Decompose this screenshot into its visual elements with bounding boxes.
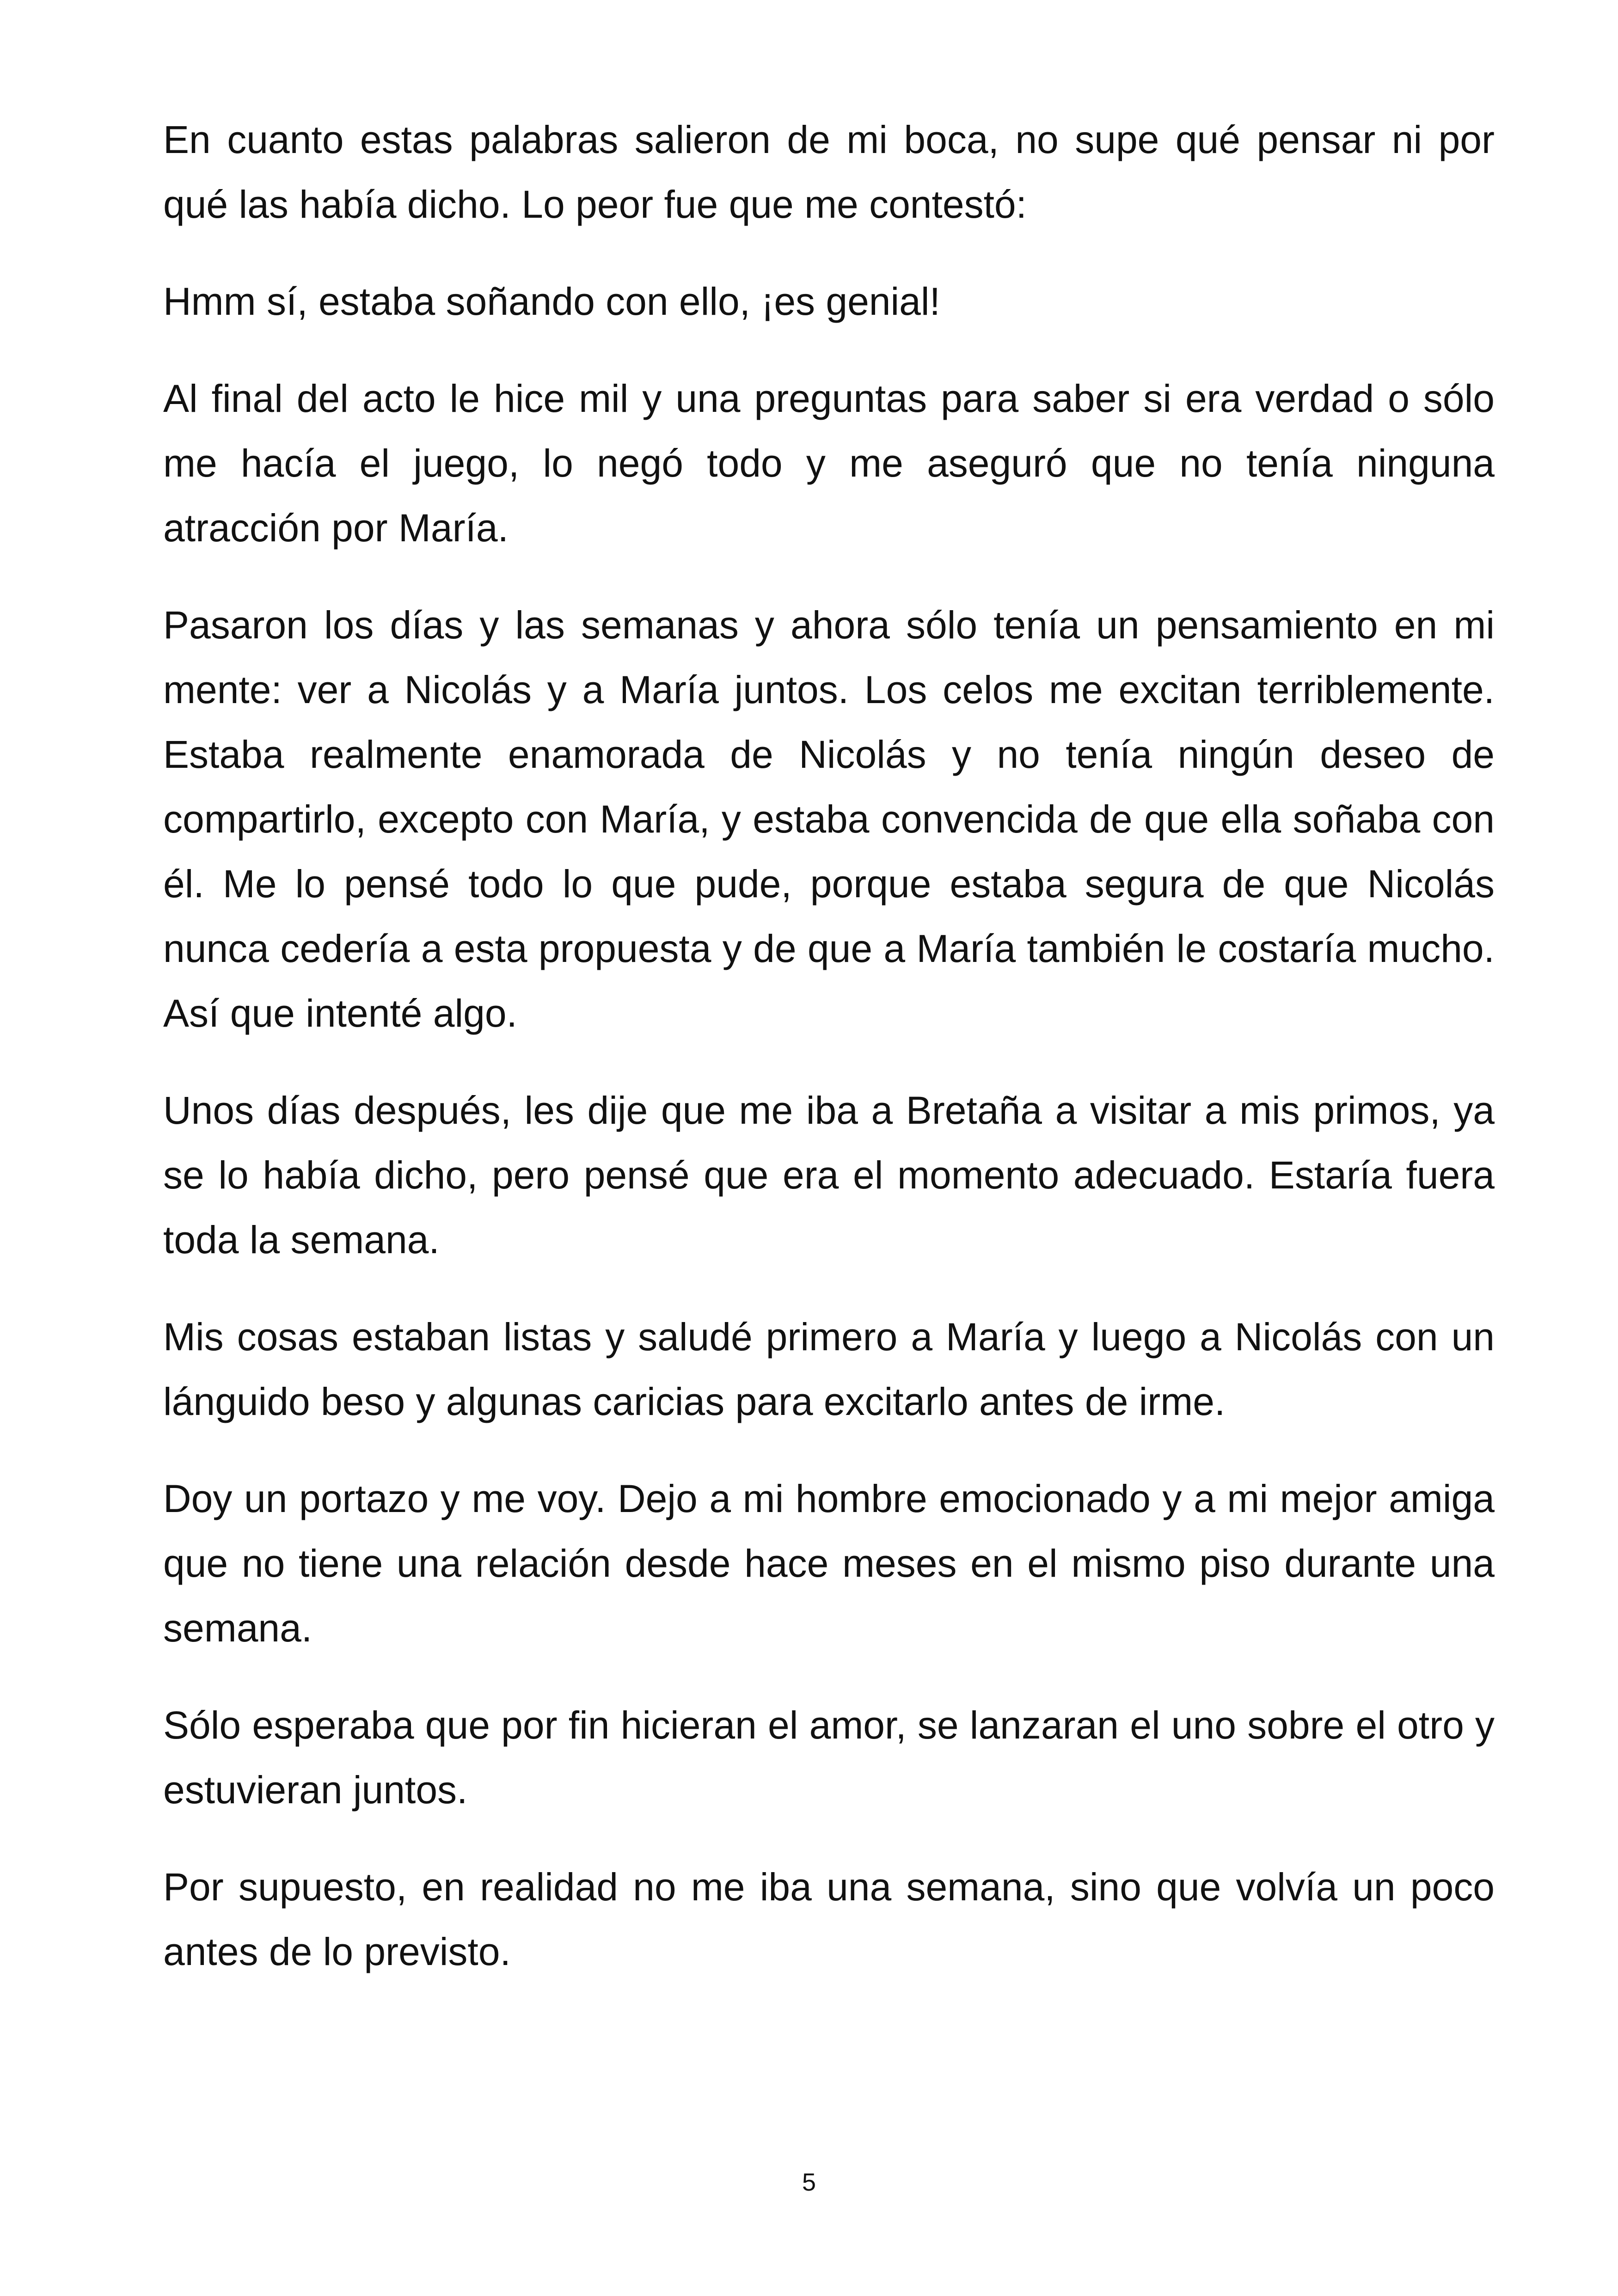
paragraph: Mis cosas estaban listas y saludé primero a María y luego a Nicolás con un lánguido beso y algunas caricias para excitarlo antes de irme.	[163, 1315, 1495, 1423]
paragraph: Hmm sí, estaba soñando con ello, ¡es genial!	[163, 280, 940, 323]
paragraph: Por supuesto, en realidad no me iba una semana, sino que volvía un poco antes de lo previsto.	[163, 1865, 1495, 1973]
paragraph: Al final del acto le hice mil y una preguntas para saber si era verdad o sólo me hacía el juego, lo negó todo y me aseguró que no tenía ninguna atracción por María.	[163, 377, 1495, 550]
paragraph: Doy un portazo y me voy. Dejo a mi hombre emocionado y a mi mejor amiga que no tiene una relación desde hace meses en el mismo piso durante una semana.	[163, 1477, 1495, 1650]
paragraph: Sólo esperaba que por fin hicieran el amor, se lanzaran el uno sobre el otro y estuvieran juntos.	[163, 1703, 1495, 1812]
body-text	[163, 107, 1495, 2016]
page-number: 5	[802, 2168, 816, 2196]
paragraph: En cuanto estas palabras salieron de mi boca, no supe qué pensar ni por qué las había dicho. Lo peor fue que me contestó:	[163, 118, 1495, 226]
paragraph: Unos días después, les dije que me iba a Bretaña a visitar a mis primos, ya se lo había dicho, pero pensé que era el momento adecuado. Estaría fuera toda la semana.	[163, 1089, 1495, 1261]
paragraph: Pasaron los días y las semanas y ahora sólo tenía un pensamiento en mi mente: ver a Nicolás y a María juntos. Los celos me excitan terriblemente. Estaba realmente enamorada de Nicolás y no tenía ningún deseo de compartirlo, excepto con María, y estaba convencida de que ella soñaba con él. Me lo pensé todo lo que pude, porque estaba segura de que Nicolás nunca cedería a esta propuesta y de que a María también le costaría mucho. Así que intenté algo.	[163, 603, 1495, 1035]
